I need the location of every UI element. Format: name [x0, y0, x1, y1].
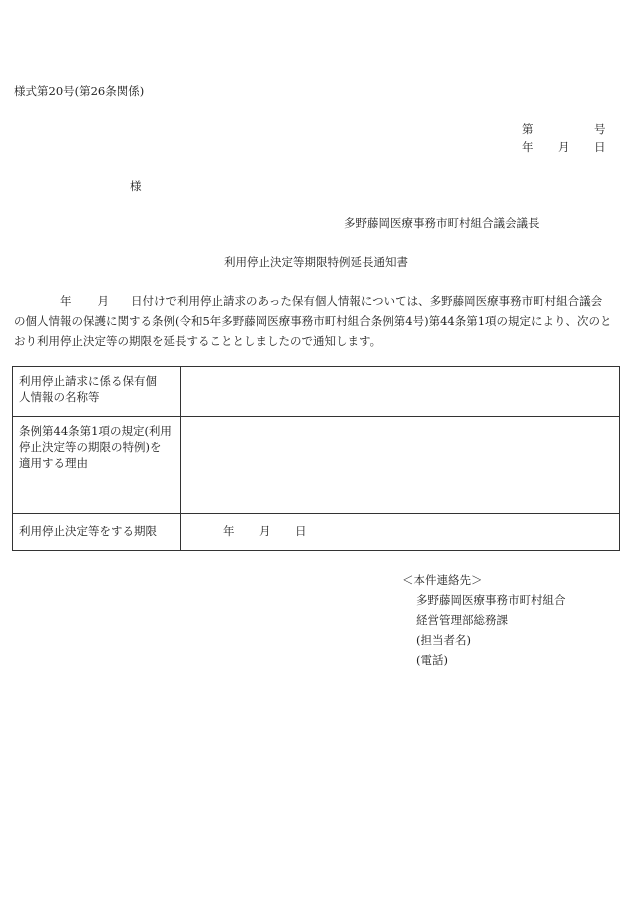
body-line-2: の個人情報の保護に関する条例(令和5年多野藤岡医療事務市町村組合条例第4号)第44条第1項の規定により、次のと: [14, 314, 612, 328]
table-row: [13, 367, 620, 417]
sender-name: 多野藤岡医療事務市町村組合議会議長: [344, 216, 540, 230]
row-label-personal-info: 利用停止請求に係る保有個 人情報の名称等: [13, 367, 181, 417]
contact-person: (担当者名): [416, 633, 471, 647]
details-table: [12, 366, 620, 551]
deadline-month-label: 月: [259, 524, 271, 538]
date-day-label: 日: [594, 140, 606, 154]
table-row: [13, 417, 620, 514]
document-number-prefix: 第: [522, 122, 534, 136]
field-personal-info-name[interactable]: [181, 367, 620, 417]
row-label-reason: 条例第44条第1項の規定(利用 停止決定等の期限の特例)を 適用する理由: [13, 417, 181, 514]
body-line-3: おり利用停止決定等の期限を延長することとしましたので通知します。: [14, 334, 382, 348]
body-line-1: [14, 291, 620, 311]
field-deadline[interactable]: [181, 514, 620, 551]
contact-heading: ＜本件連絡先＞: [402, 573, 483, 587]
body-month: 月: [97, 294, 109, 308]
body-line-1-text: 日付けで利用停止請求のあった保有個人情報については、多野藤岡医療事務市町村組合議会: [131, 294, 603, 308]
recipient-suffix: 様: [130, 179, 142, 193]
document-number-suffix: 号: [594, 122, 606, 136]
table-row: [13, 514, 620, 551]
row-label-deadline: 利用停止決定等をする期限: [13, 514, 181, 551]
contact-phone: (電話): [416, 653, 448, 667]
date-year-label: 年: [522, 140, 534, 154]
form-number: 様式第20号(第26条関係): [14, 84, 145, 98]
body-year: 年: [60, 294, 72, 308]
deadline-year-label: 年: [223, 524, 235, 538]
contact-organization: 多野藤岡医療事務市町村組合: [416, 593, 566, 607]
field-reason[interactable]: [181, 417, 620, 514]
contact-block: [402, 570, 566, 670]
date-month-label: 月: [558, 140, 570, 154]
notice-body: [14, 291, 620, 351]
contact-department: 経営管理部総務課: [416, 613, 508, 627]
deadline-day-label: 日: [295, 524, 307, 538]
document-title: 利用停止決定等期限特例延長通知書: [224, 255, 408, 269]
